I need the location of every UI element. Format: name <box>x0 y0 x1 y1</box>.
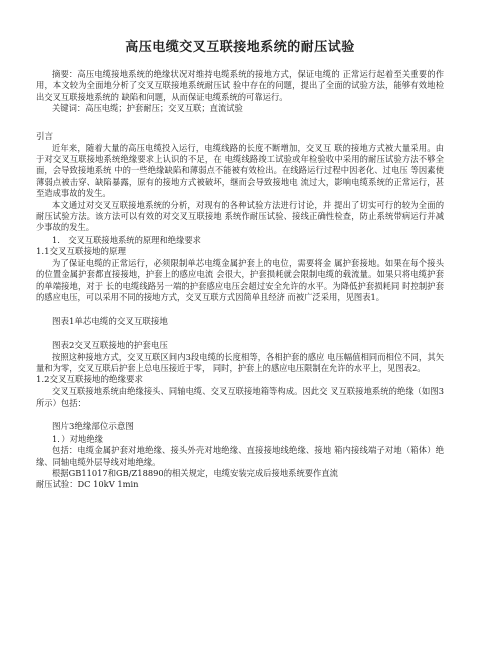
ground-insulation-paragraph: 包括：电缆金属护套对地绝缘、接头外壳对地绝缘、直接接地线绝缘、接地 箱内接线端子对地（箱体）绝缘、同轴电缆外层导线对地绝缘。 <box>36 445 444 467</box>
list-item-1: 1．）对地绝缘 <box>52 434 103 445</box>
figure-1-caption: 图表1单芯电缆的交叉互联接地 <box>52 316 168 327</box>
section-1-1-heading: 1.1交叉互联接地的原理 <box>36 246 127 257</box>
intro-heading: 引言 <box>36 131 54 142</box>
section-1-heading: 1. 交叉互联接地系统的原理和绝缘要求 <box>52 234 201 245</box>
figure-3-caption: 图片3绝缘部位示意图 <box>52 422 134 433</box>
test-spec-line: 耐压试验：DC 10kV 1min <box>36 479 139 490</box>
intro-paragraph-2: 本文通过对交叉互联接地系统的分析，对现有的各种试验方法进行讨论，并 提出了切实可行的较为全面的耐压试验方法。该方法可以有效的对交叉互联接地 系统作耐压试验、接线正确性检查，防止系统带病运行并减少事故的发生。 <box>36 199 444 233</box>
keywords: 关键词：高压电缆；护套耐压；交叉互联；直流试验 <box>52 103 243 114</box>
intro-paragraph-1: 近年来，随着大量的高压电缆投入运行，电缆线路的长度不断增加，交叉互 联的接地方式被大量采用。由于对交叉互联接地系统绝缘要求上认识的不足，在 电缆线路竣工试验或年检验收中采用的耐压试验方法不够全面，会导致接地系统 中的一些绝缘缺陷和薄弱点不能被有效检出。在线路运行过程中因老化、过电压 等因素使薄弱点被击穿、缺陷暴露，原有的接地方式被破坏，继而会导致接地电 流过大，影响电缆系统的正常运行，甚至造成事故的发生。 <box>36 142 444 199</box>
abstract: 摘要：高压电缆接地系统的绝缘状况对维持电缆系统的接地方式，保证电缆的 正常运行起着至关重要的作用，本文较为全面地分析了交叉互联接地系统耐压试 验中存在的问题，提出了全面的试验方法，能够有效地检出交叉互联接地系统的 缺陷和问题，从而保证电缆系统的可靠运行。 <box>36 69 444 102</box>
section-1-2-paragraph: 交叉互联接地系统由绝缘接头、同轴电缆、交叉互联接地箱等构成。因此交 叉互联接地系统的绝缘（如图3所示）包括： <box>36 386 444 408</box>
figure-2-paragraph: 按照这种接地方式，交叉互联区间内3段电缆的长度相等，各相护套的感应 电压幅值相同而相位不同，其矢量和为零，交叉互联后护套上总电压接近于零， 同时，护套上的感应电压限制在允许的水平上，见图表2。 <box>36 351 444 373</box>
section-1-2-heading: 1.2交叉互联接地的绝缘要求 <box>36 375 144 386</box>
document-title: 高压电缆交叉互联接地系统的耐压试验 <box>125 40 355 55</box>
figure-2-caption: 图表2交叉互联接地的护套电压 <box>52 340 168 351</box>
standard-paragraph: 根据GB11017和GB/Z18890的相关规定，电缆安装完成后接地系统要作直流 <box>52 467 338 478</box>
section-1-1-paragraph: 为了保证电缆的正常运行，必须限制单芯电缆金属护套上的电位，需要将金 属护套接地。如果在每个接头的位置金属护套都直接接地，护套上的感应电流 会很大，护套损耗就会限制电缆的载流量。如果只将电缆护套的单端接地，对于 长的电缆线路另一端的护套感应电压会超过安全允许的水平。为降低护套损耗同 时控制护套的感应电压，可以采用不同的接地方式，交叉互联方式因简单且经济 而被广泛采用，见图表1。 <box>36 257 444 303</box>
